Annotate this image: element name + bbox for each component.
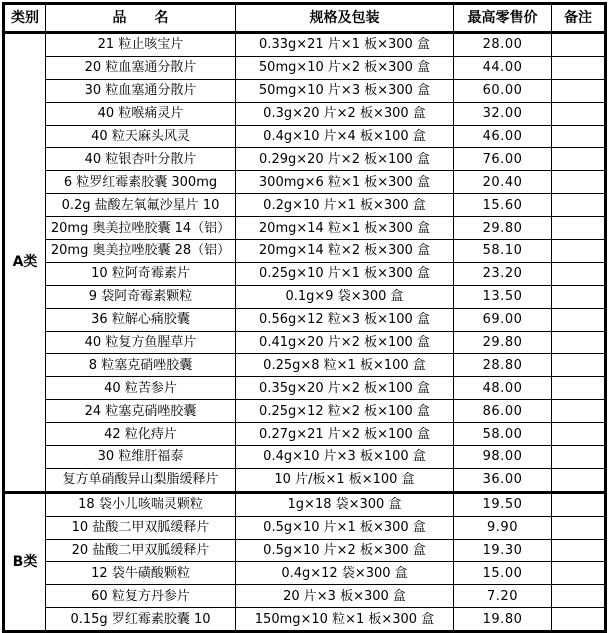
- product-name-cell: 21 粒止咳宝片: [46, 33, 236, 57]
- note-cell: [552, 516, 606, 539]
- spec-cell: 20mg×14 粒×1 板×300 盒: [236, 217, 454, 240]
- spec-cell: 0.33g×21 片×1 板×300 盒: [236, 33, 454, 57]
- spec-cell: 10 片/板×1 板×100 盒: [236, 468, 454, 492]
- note-cell: [552, 354, 606, 377]
- note-cell: [552, 194, 606, 217]
- table-row: [4, 423, 606, 446]
- note-cell: [552, 446, 606, 469]
- note-cell: [552, 33, 606, 57]
- note-cell: [552, 240, 606, 263]
- product-name-cell: 6 粒罗红霉素胶囊 300mg: [46, 171, 236, 194]
- price-cell: 19.50: [454, 492, 552, 516]
- spec-cell: 0.25g×8 粒×1 板×100 盒: [236, 354, 454, 377]
- spec-cell: 0.25g×10 片×1 板×300 盒: [236, 262, 454, 285]
- price-cell: 19.80: [454, 608, 552, 632]
- table-row: [4, 125, 606, 148]
- spec-cell: 0.35g×20 片×2 板×100 盒: [236, 377, 454, 400]
- price-cell: 86.00: [454, 400, 552, 423]
- table-body: [4, 33, 606, 632]
- product-name-cell: 8 粒塞克硝唑胶囊: [46, 354, 236, 377]
- product-name-cell: 40 粒银杏叶分散片: [46, 148, 236, 171]
- table-row: [4, 539, 606, 562]
- note-cell: [552, 217, 606, 240]
- spec-cell: 0.4g×10 片×4 板×100 盒: [236, 125, 454, 148]
- table-row: [4, 171, 606, 194]
- price-cell: 36.00: [454, 468, 552, 492]
- header-cell-product-name: 品 名: [46, 4, 236, 33]
- spec-cell: 20 片×3 板×300 盒: [236, 585, 454, 608]
- note-cell: [552, 171, 606, 194]
- spec-cell: 0.2g×10 片×1 板×300 盒: [236, 194, 454, 217]
- spec-cell: 0.27g×21 片×2 板×100 盒: [236, 423, 454, 446]
- price-cell: 32.00: [454, 102, 552, 125]
- spec-cell: 0.1g×9 袋×300 盒: [236, 285, 454, 308]
- note-cell: [552, 423, 606, 446]
- product-name-cell: 40 粒复方鱼腥草片: [46, 331, 236, 354]
- product-name-cell: 42 粒化痔片: [46, 423, 236, 446]
- product-name-cell: 20mg 奥美拉唑胶囊 14（铝）: [46, 217, 236, 240]
- note-cell: [552, 585, 606, 608]
- product-name-cell: 12 袋牛磺酸颗粒: [46, 562, 236, 585]
- price-cell: 58.00: [454, 423, 552, 446]
- table-row: [4, 33, 606, 57]
- price-cell: 29.80: [454, 217, 552, 240]
- price-cell: 7.20: [454, 585, 552, 608]
- product-name-cell: 20 盐酸二甲双胍缓释片: [46, 539, 236, 562]
- table-row: [4, 148, 606, 171]
- note-cell: [552, 79, 606, 102]
- note-cell: [552, 148, 606, 171]
- note-cell: [552, 285, 606, 308]
- price-cell: 46.00: [454, 125, 552, 148]
- table-row: [4, 102, 606, 125]
- spec-cell: 300mg×6 粒×1 板×300 盒: [236, 171, 454, 194]
- table-row: [4, 56, 606, 79]
- note-cell: [552, 262, 606, 285]
- product-name-cell: 40 粒苦参片: [46, 377, 236, 400]
- product-name-cell: 40 粒天麻头风灵: [46, 125, 236, 148]
- product-name-cell: 36 粒解心痛胶囊: [46, 308, 236, 331]
- table-row: [4, 516, 606, 539]
- spec-cell: 0.25g×12 粒×2 板×100 盒: [236, 400, 454, 423]
- product-name-cell: 30 粒血塞通分散片: [46, 79, 236, 102]
- table-row: [4, 217, 606, 240]
- category-cell: B类: [4, 492, 46, 631]
- table-row: [4, 377, 606, 400]
- drug-price-table: [2, 2, 607, 633]
- category-cell: A类: [4, 33, 46, 493]
- table-header-row: [4, 4, 606, 33]
- table-row: [4, 194, 606, 217]
- price-cell: 28.80: [454, 354, 552, 377]
- note-cell: [552, 308, 606, 331]
- price-cell: 48.00: [454, 377, 552, 400]
- product-name-cell: 10 盐酸二甲双胍缓释片: [46, 516, 236, 539]
- table-row: [4, 79, 606, 102]
- spec-cell: 50mg×10 片×2 板×300 盒: [236, 56, 454, 79]
- product-name-cell: 40 粒喉痛灵片: [46, 102, 236, 125]
- spec-cell: 0.56g×12 粒×3 板×100 盒: [236, 308, 454, 331]
- spec-cell: 0.3g×20 片×2 板×300 盒: [236, 102, 454, 125]
- header-cell-max-retail-price: 最高零售价: [454, 4, 552, 33]
- note-cell: [552, 125, 606, 148]
- spec-cell: 50mg×10 片×3 板×300 盒: [236, 79, 454, 102]
- spec-cell: 20mg×14 粒×2 板×300 盒: [236, 240, 454, 263]
- price-cell: 98.00: [454, 446, 552, 469]
- price-cell: 29.80: [454, 331, 552, 354]
- table-row: [4, 562, 606, 585]
- table-row: [4, 331, 606, 354]
- note-cell: [552, 468, 606, 492]
- table-row: [4, 585, 606, 608]
- spec-cell: 0.4g×10 片×3 板×100 盒: [236, 446, 454, 469]
- note-cell: [552, 377, 606, 400]
- note-cell: [552, 102, 606, 125]
- spec-cell: 0.4g×12 袋×300 盒: [236, 562, 454, 585]
- price-cell: 19.30: [454, 539, 552, 562]
- product-name-cell: 10 粒阿奇霉素片: [46, 262, 236, 285]
- note-cell: [552, 492, 606, 516]
- note-cell: [552, 539, 606, 562]
- price-cell: 15.00: [454, 562, 552, 585]
- spec-cell: 0.5g×10 片×2 板×300 盒: [236, 539, 454, 562]
- price-cell: 58.10: [454, 240, 552, 263]
- spec-cell: 150mg×10 粒×1 板×300 盒: [236, 608, 454, 632]
- price-cell: 23.20: [454, 262, 552, 285]
- spec-cell: 0.29g×20 片×2 板×100 盒: [236, 148, 454, 171]
- product-name-cell: 9 袋阿奇霉素颗粒: [46, 285, 236, 308]
- product-name-cell: 60 粒复方丹参片: [46, 585, 236, 608]
- table-row: [4, 468, 606, 492]
- price-cell: 9.90: [454, 516, 552, 539]
- price-cell: 28.00: [454, 33, 552, 57]
- product-name-cell: 20mg 奥美拉唑胶囊 28（铝）: [46, 240, 236, 263]
- header-cell-category: 类别: [4, 4, 46, 33]
- note-cell: [552, 56, 606, 79]
- product-name-cell: 0.15g 罗红霉素胶囊 10: [46, 608, 236, 632]
- price-cell: 15.60: [454, 194, 552, 217]
- price-cell: 20.40: [454, 171, 552, 194]
- product-name-cell: 20 粒血塞通分散片: [46, 56, 236, 79]
- table-row: [4, 608, 606, 632]
- table-row: [4, 285, 606, 308]
- product-name-cell: 30 粒维肝福泰: [46, 446, 236, 469]
- spec-cell: 0.41g×20 片×2 板×100 盒: [236, 331, 454, 354]
- price-cell: 60.00: [454, 79, 552, 102]
- product-name-cell: 0.2g 盐酸左氧氟沙星片 10: [46, 194, 236, 217]
- table-row: [4, 262, 606, 285]
- note-cell: [552, 331, 606, 354]
- header-cell-note: 备注: [552, 4, 606, 33]
- table-row: [4, 354, 606, 377]
- product-name-cell: 24 粒塞克硝唑胶囊: [46, 400, 236, 423]
- table-row: [4, 492, 606, 516]
- note-cell: [552, 562, 606, 585]
- price-cell: 76.00: [454, 148, 552, 171]
- note-cell: [552, 608, 606, 632]
- table-row: [4, 400, 606, 423]
- table-row: [4, 446, 606, 469]
- spec-cell: 0.5g×10 片×1 板×300 盒: [236, 516, 454, 539]
- product-name-cell: 复方单硝酸异山梨脂缓释片: [46, 468, 236, 492]
- price-cell: 13.50: [454, 285, 552, 308]
- price-cell: 44.00: [454, 56, 552, 79]
- note-cell: [552, 400, 606, 423]
- spec-cell: 1g×18 袋×300 盒: [236, 492, 454, 516]
- table-row: [4, 308, 606, 331]
- product-name-cell: 18 袋小儿咳喘灵颗粒: [46, 492, 236, 516]
- table-row: [4, 240, 606, 263]
- header-cell-spec-packaging: 规格及包装: [236, 4, 454, 33]
- price-cell: 69.00: [454, 308, 552, 331]
